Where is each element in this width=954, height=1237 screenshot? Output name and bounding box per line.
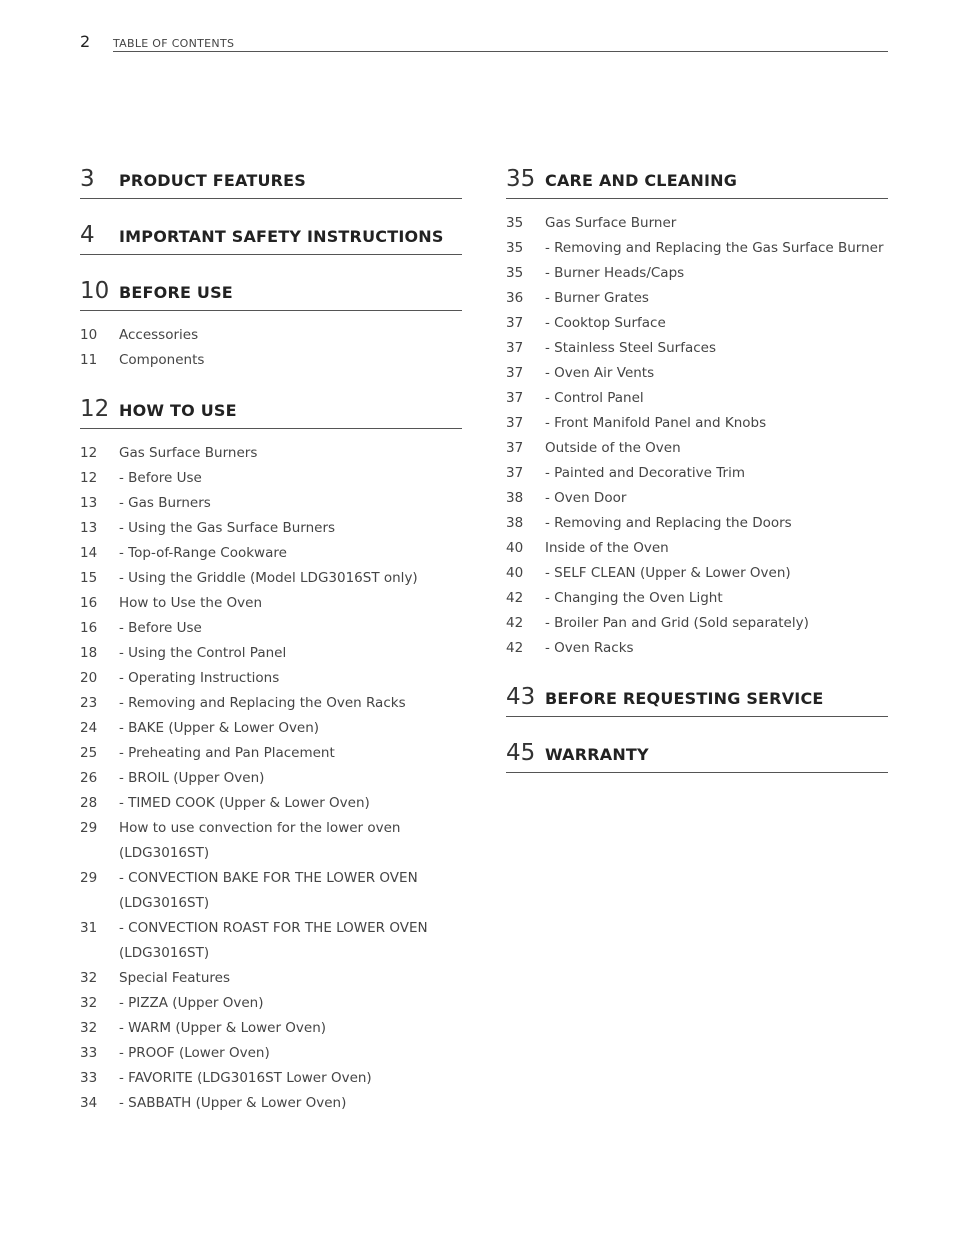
toc-entry[interactable] — [80, 866, 462, 916]
entry-page-number: 32 — [80, 970, 98, 986]
section-title: IMPORTANT SAFETY INSTRUCTIONS — [119, 227, 444, 246]
entry-title: - TIMED COOK (Upper & Lower Oven) — [119, 795, 370, 811]
entry-page-number: 32 — [80, 995, 98, 1011]
entry-title: - Top-of-Range Cookware — [119, 545, 287, 561]
section-heading[interactable] — [506, 165, 888, 199]
toc-section-before-requesting-service — [506, 683, 888, 717]
toc-entry[interactable] — [80, 1091, 462, 1116]
entry-title: - Removing and Replacing the Doors — [545, 515, 792, 531]
toc-entry[interactable] — [80, 741, 462, 766]
section-title: CARE AND CLEANING — [545, 171, 738, 190]
entry-title: - SELF CLEAN (Upper & Lower Oven) — [545, 565, 791, 581]
toc-entry[interactable] — [80, 716, 462, 741]
entry-title: - Control Panel — [545, 390, 644, 406]
toc-entry[interactable] — [80, 966, 462, 991]
toc-entry[interactable] — [506, 586, 888, 611]
section-heading[interactable] — [80, 277, 462, 311]
entry-title: - SABBATH (Upper & Lower Oven) — [119, 1095, 347, 1111]
section-title: BEFORE USE — [119, 283, 233, 302]
toc-entry[interactable] — [506, 461, 888, 486]
entry-title: - Preheating and Pan Placement — [119, 745, 335, 761]
section-page-number: 10 — [80, 278, 110, 304]
entry-page-number: 20 — [80, 670, 98, 686]
entry-title: - Stainless Steel Surfaces — [545, 340, 716, 356]
entry-title: - PIZZA (Upper Oven) — [119, 995, 264, 1011]
entry-title: - PROOF (Lower Oven) — [119, 1045, 270, 1061]
toc-entry[interactable] — [80, 1016, 462, 1041]
toc-entry[interactable] — [80, 641, 462, 666]
toc-entry[interactable] — [80, 616, 462, 641]
entry-page-number: 31 — [80, 920, 98, 936]
toc-entry[interactable] — [506, 436, 888, 461]
toc-entry[interactable] — [80, 991, 462, 1016]
entry-title: - Front Manifold Panel and Knobs — [545, 415, 767, 431]
header-rule — [113, 51, 888, 52]
section-heading[interactable] — [506, 739, 888, 773]
entry-page-number: 34 — [80, 1095, 98, 1111]
entry-title: - Removing and Replacing the Oven Racks — [119, 695, 406, 711]
entry-page-number: 38 — [506, 515, 524, 531]
section-page-number: 35 — [506, 166, 536, 192]
toc-entry[interactable] — [80, 1041, 462, 1066]
entry-title: Accessories — [119, 327, 199, 343]
entry-title: Components — [119, 352, 205, 368]
toc-entry[interactable] — [80, 591, 462, 616]
toc-entry[interactable] — [506, 561, 888, 586]
toc-section-before-use — [80, 277, 462, 373]
toc-entry[interactable] — [80, 1066, 462, 1091]
toc-entry[interactable] — [80, 691, 462, 716]
entry-title: - CONVECTION ROAST FOR THE LOWER OVEN (LDG3016ST) — [119, 920, 428, 961]
entry-page-number: 37 — [506, 415, 524, 431]
entry-title: - Gas Burners — [119, 495, 211, 511]
entry-title: - CONVECTION BAKE FOR THE LOWER OVEN (LDG3016ST) — [119, 870, 418, 911]
section-title: WARRANTY — [545, 745, 649, 764]
entry-title: - Operating Instructions — [119, 670, 280, 686]
entry-title: - Burner Grates — [545, 290, 649, 306]
entry-page-number: 16 — [80, 595, 98, 611]
entry-page-number: 23 — [80, 695, 98, 711]
section-heading[interactable] — [80, 165, 462, 199]
entry-page-number: 25 — [80, 745, 98, 761]
toc-entry[interactable] — [80, 466, 462, 491]
section-page-number: 45 — [506, 740, 536, 766]
entry-page-number: 10 — [80, 327, 98, 343]
entry-page-number: 42 — [506, 615, 524, 631]
toc-entry[interactable] — [506, 486, 888, 511]
toc-entry[interactable] — [506, 536, 888, 561]
entry-page-number: 37 — [506, 440, 524, 456]
entry-title: - Oven Air Vents — [545, 365, 655, 381]
entry-page-number: 37 — [506, 465, 524, 481]
page-header — [80, 30, 888, 54]
toc-entry[interactable] — [80, 766, 462, 791]
entry-page-number: 12 — [80, 445, 98, 461]
toc-entry[interactable] — [506, 361, 888, 386]
entry-title: Gas Surface Burner — [545, 215, 677, 231]
entry-page-number: 14 — [80, 545, 98, 561]
section-title: BEFORE REQUESTING SERVICE — [545, 689, 824, 708]
entry-page-number: 18 — [80, 645, 98, 661]
toc-entry[interactable] — [80, 666, 462, 691]
section-entries — [506, 211, 888, 661]
section-entries — [80, 323, 462, 373]
entry-page-number: 35 — [506, 265, 524, 281]
entry-page-number: 36 — [506, 290, 524, 306]
toc-entry[interactable] — [80, 816, 462, 866]
entry-page-number: 29 — [80, 820, 98, 836]
section-page-number: 43 — [506, 684, 536, 710]
entry-page-number: 32 — [80, 1020, 98, 1036]
entry-page-number: 35 — [506, 215, 524, 231]
toc-entry[interactable] — [80, 791, 462, 816]
toc-entry[interactable] — [506, 411, 888, 436]
toc-entry[interactable] — [80, 916, 462, 966]
entry-page-number: 12 — [80, 470, 98, 486]
entry-title: - Before Use — [119, 620, 202, 636]
entry-page-number: 26 — [80, 770, 98, 786]
entry-title: - Using the Griddle (Model LDG3016ST only) — [119, 570, 418, 586]
entry-page-number: 24 — [80, 720, 98, 736]
entry-page-number: 15 — [80, 570, 98, 586]
entry-title: - Using the Control Panel — [119, 645, 287, 661]
entry-title: - Using the Gas Surface Burners — [119, 520, 336, 536]
entry-title: - Oven Racks — [545, 640, 634, 656]
entry-title: - Burner Heads/Caps — [545, 265, 685, 281]
entry-page-number: 16 — [80, 620, 98, 636]
entry-title: Outside of the Oven — [545, 440, 681, 456]
entry-page-number: 40 — [506, 565, 524, 581]
toc-entry[interactable] — [80, 541, 462, 566]
entry-title: - FAVORITE (LDG3016ST Lower Oven) — [119, 1070, 372, 1086]
toc-section-product-features — [80, 165, 462, 199]
section-title: PRODUCT FEATURES — [119, 171, 307, 190]
entry-page-number: 37 — [506, 365, 524, 381]
entry-page-number: 29 — [80, 870, 98, 886]
toc-entry[interactable] — [506, 611, 888, 636]
toc-entry[interactable] — [80, 566, 462, 591]
entry-title: - Before Use — [119, 470, 202, 486]
entry-title: - Changing the Oven Light — [545, 590, 723, 606]
entry-page-number: 13 — [80, 520, 98, 536]
entry-title: - BROIL (Upper Oven) — [119, 770, 265, 786]
entry-page-number: 37 — [506, 390, 524, 406]
section-heading[interactable] — [80, 395, 462, 429]
entry-title: - Oven Door — [545, 490, 627, 506]
entry-page-number: 37 — [506, 315, 524, 331]
toc-entry[interactable] — [506, 236, 888, 261]
entry-title: How to use convection for the lower oven (LDG3016ST) — [119, 820, 401, 861]
entry-page-number: 28 — [80, 795, 98, 811]
section-page-number: 12 — [80, 396, 110, 422]
entry-page-number: 35 — [506, 240, 524, 256]
entry-title: How to Use the Oven — [119, 595, 263, 611]
toc-section-care-and-cleaning — [506, 165, 888, 661]
toc-left-column — [80, 165, 462, 1138]
toc-entry[interactable] — [506, 511, 888, 536]
header-title: TABLE OF CONTENTS — [113, 37, 235, 50]
entry-page-number: 33 — [80, 1070, 98, 1086]
entry-title: Special Features — [119, 970, 230, 986]
entry-title: - Broiler Pan and Grid (Sold separately) — [545, 615, 809, 631]
section-title: HOW TO USE — [119, 401, 237, 420]
toc-entry[interactable] — [80, 491, 462, 516]
toc-section-warranty — [506, 739, 888, 773]
toc-entry[interactable] — [80, 441, 462, 466]
section-page-number: 3 — [80, 166, 95, 192]
entry-page-number: 42 — [506, 590, 524, 606]
toc-entry[interactable] — [506, 336, 888, 361]
toc-entry[interactable] — [80, 516, 462, 541]
toc-entry[interactable] — [506, 261, 888, 286]
toc-entry[interactable] — [506, 386, 888, 411]
section-heading[interactable] — [506, 683, 888, 717]
entry-title: Gas Surface Burners — [119, 445, 258, 461]
entry-page-number: 13 — [80, 495, 98, 511]
entry-title: - Painted and Decorative Trim — [545, 465, 745, 481]
toc-right-column — [506, 165, 888, 795]
toc-entry[interactable] — [506, 286, 888, 311]
entry-title: Inside of the Oven — [545, 540, 669, 556]
entry-page-number: 42 — [506, 640, 524, 656]
section-heading[interactable] — [80, 221, 462, 255]
entry-title: - BAKE (Upper & Lower Oven) — [119, 720, 320, 736]
toc-entry[interactable] — [506, 636, 888, 661]
toc-entry[interactable] — [506, 211, 888, 236]
page-number: 2 — [80, 32, 91, 51]
toc-entry[interactable] — [80, 323, 462, 348]
entry-title: - Cooktop Surface — [545, 315, 666, 331]
entry-page-number: 38 — [506, 490, 524, 506]
entry-page-number: 37 — [506, 340, 524, 356]
entry-page-number: 33 — [80, 1045, 98, 1061]
entry-page-number: 40 — [506, 540, 524, 556]
toc-section-how-to-use — [80, 395, 462, 1116]
toc-entry[interactable] — [80, 348, 462, 373]
section-page-number: 4 — [80, 222, 95, 248]
entry-title: - Removing and Replacing the Gas Surface Burner — [545, 240, 884, 256]
entry-title: - WARM (Upper & Lower Oven) — [119, 1020, 327, 1036]
entry-page-number: 11 — [80, 352, 98, 368]
section-entries — [80, 441, 462, 1116]
toc-entry[interactable] — [506, 311, 888, 336]
toc-section-important-safety-instructions — [80, 221, 462, 255]
